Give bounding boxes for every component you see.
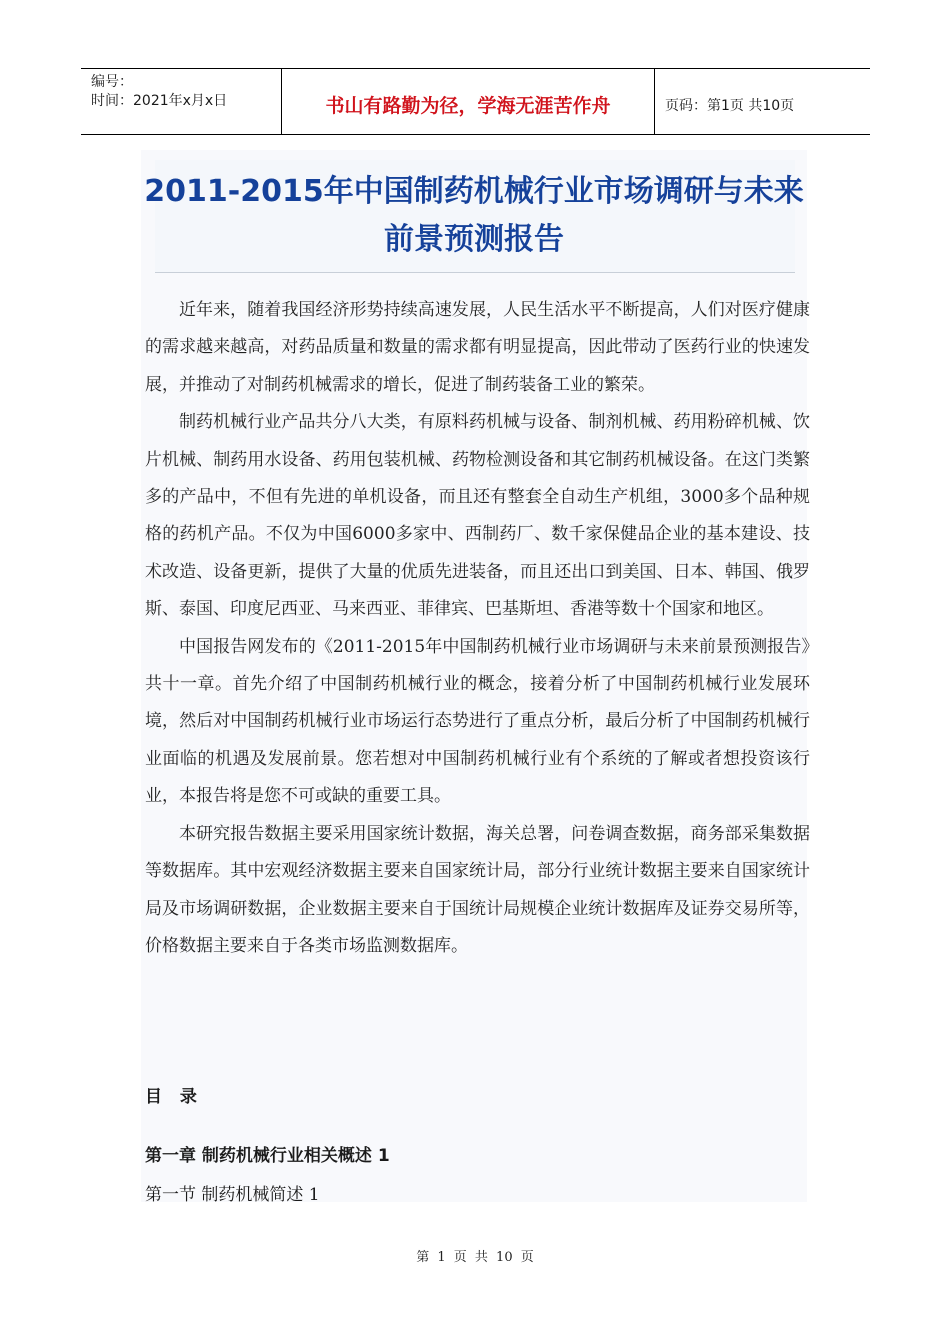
paragraph-1: 近年来，随着我国经济形势持续高速发展，人民生活水平不断提高，人们对医疗健康的需求越来越高，对药品质量和数量的需求都有明显提高，因此带动了医药行业的快速发展，并推动了对制药机械需求的增长，促进了制药装备工业的繁荣。 [145, 300, 810, 395]
page-footer: 第 1 页 共 10 页 [416, 1250, 534, 1265]
toc-section-1[interactable]: 第一节 制药机械简述 1 [145, 1185, 320, 1205]
page-header [81, 68, 870, 135]
header-page-info: 页码：第1页 共10页 [665, 97, 795, 114]
toc-chapter-1[interactable]: 第一章 制药机械行业相关概述 1 [145, 1146, 390, 1166]
header-meta [81, 69, 282, 134]
time-label: 时间：2021年x月x日 [91, 93, 228, 109]
paragraph-3: 中国报告网发布的《2011-2015年中国制药机械行业市场调研与未来前景预测报告》共十一章。首先介绍了中国制药机械行业的概念，接着分析了中国制药机械行业发展环境，然后对中国制药机械行业市场运行态势进行了重点分析，最后分析了中国制药机械行业面临的机遇及发展前景。您若想对中国制药机械行业有个系统的了解或者想投资该行业，本报告将是您不可或缺的重要工具。 [145, 636, 810, 807]
number-label: 编号： [91, 74, 133, 90]
document-title: 2011-2015年中国制药机械行业市场调研与未来前景预测报告 [144, 174, 804, 257]
toc-title: 目 录 [145, 1087, 203, 1107]
header-motto: 书山有路勤为径，学海无涯苦作舟 [282, 69, 655, 134]
paragraph-4: 本研究报告数据主要采用国家统计数据，海关总署，问卷调查数据，商务部采集数据等数据库。其中宏观经济数据主要来自国家统计局，部分行业统计数据主要来自国家统计局及市场调研数据，企业数据主要来自于国统计局规模企业统计数据库及证券交易所等，价格数据主要来自于各类市场监测数据库。 [145, 823, 810, 956]
paragraph-2: 制药机械行业产品共分八大类，有原料药机械与设备、制剂机械、药用粉碎机械、饮片机械、制药用水设备、药用包装机械、药物检测设备和其它制药机械设备。在这门类繁多的产品中，不但有先进的单机设备，而且还有整套全自动生产机组，3000多个品种规格的药机产品。不仅为中国6000多家中、西制药厂、数千家保健品企业的基本建设、技术改造、设备更新，提供了大量的优质先进装备，而且还出口到美国、日本、韩国、俄罗斯、泰国、印度尼西亚、马来西亚、菲律宾、巴基斯坦、香港等数十个国家和地区。 [145, 412, 810, 620]
document-body [145, 292, 810, 965]
